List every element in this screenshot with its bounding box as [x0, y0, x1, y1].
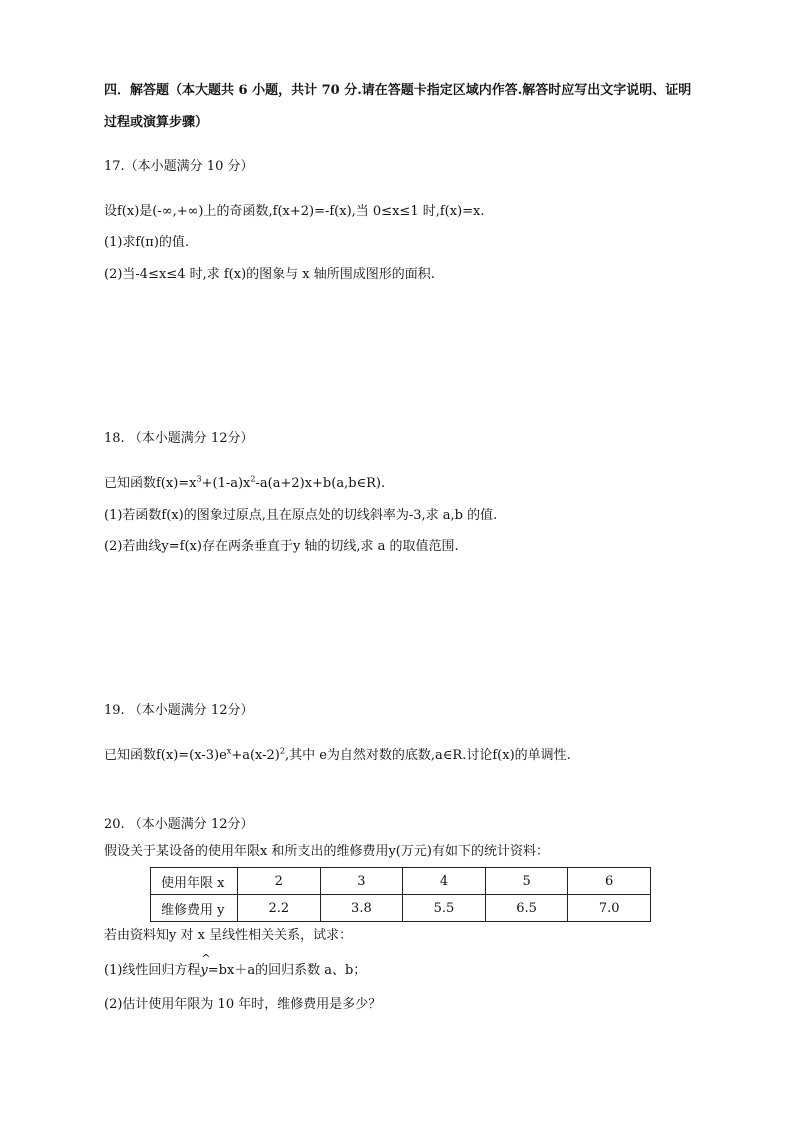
q20-stem: 假设关于某设备的使用年限x 和所支出的维修费用y(万元)有如下的统计资料： — [104, 844, 549, 859]
q18-part-2: (2)若曲线y=f(x)存在两条垂直于y 轴的切线,求 a 的取值范围. — [104, 539, 459, 554]
q17-stem: 设f(x)是(-∞,+∞)上的奇函数,f(x+2)=-f(x),当 0≤x≤1 时,f(x)=x. — [104, 204, 485, 219]
table-cell: 2 — [238, 868, 321, 895]
q18-header: 18. （本小题满分 12分） — [104, 431, 254, 446]
section-title-line-2: 过程或演算步骤） — [104, 115, 209, 130]
q19-stem-b: +a(x-2) — [231, 748, 280, 763]
q17-part-2: (2)当-4≤x≤4 时,求 f(x)的图象与 x 轴所围成图形的面积. — [104, 267, 435, 282]
q20-part-1 — [104, 962, 366, 980]
q20-part-1-a: (1)线性回归方程 — [104, 963, 201, 978]
table-row-header: 维修费用 y — [151, 895, 238, 922]
q20-part-1-b: =bx＋a的回归系数 a、b； — [207, 963, 367, 978]
q18-stem-b: +(1-a)x — [201, 476, 251, 491]
table-row — [151, 895, 651, 922]
q18-stem-c: -a(a+2)x+b(a,b∈R). — [255, 476, 386, 491]
q20-after-table: 若由资料知y 对 x 呈线性相关关系，试求： — [104, 928, 353, 943]
statistics-table — [150, 867, 651, 922]
table-cell: 5 — [485, 868, 568, 895]
q18-stem-a: 已知函数f(x)=x — [104, 476, 197, 491]
table-cell: 2.2 — [238, 895, 321, 922]
table-cell: 6 — [568, 868, 651, 895]
y-hat-symbol: ^ y — [200, 962, 207, 980]
q17-header: 17.（本小题满分 10 分） — [104, 159, 254, 174]
table-cell: 3 — [320, 868, 403, 895]
q18-stem — [104, 475, 385, 493]
q20-part-2: (2)估计使用年限为 10 年时，维修费用是多少？ — [104, 997, 382, 1012]
q18-stem-exp-1: 3 — [196, 474, 202, 484]
table-cell: 5.5 — [403, 895, 486, 922]
q17-part-1: (1)求f(π)的值. — [104, 235, 190, 250]
table-row — [151, 868, 651, 895]
table-cell: 3.8 — [320, 895, 403, 922]
table-row-header: 使用年限 x — [151, 868, 238, 895]
table-cell: 4 — [403, 868, 486, 895]
q19-stem — [104, 747, 571, 765]
q19-stem-exp-1: x — [226, 746, 232, 756]
table-cell: 6.5 — [485, 895, 568, 922]
q18-stem-exp-2: 2 — [250, 474, 256, 484]
q19-stem-c: ,其中 e为自然对数的底数,a∈R.讨论f(x)的单调性. — [284, 748, 571, 763]
q19-header: 19. （本小题满分 12分） — [104, 703, 254, 718]
q18-part-1: (1)若函数f(x)的图象过原点,且在原点处的切线斜率为-3,求 a,b 的值. — [104, 508, 498, 523]
q20-header: 20. （本小题满分 12分） — [104, 817, 254, 832]
q19-stem-exp-2: 2 — [279, 746, 285, 756]
section-title-line-1: 四．解答题（本大题共 6 小题，共计 70 分.请在答题卡指定区域内作答.解答时应写出文字说明、证明 — [104, 83, 692, 98]
table-cell: 7.0 — [568, 895, 651, 922]
q19-stem-a: 已知函数f(x)=(x-3)e — [104, 748, 227, 763]
